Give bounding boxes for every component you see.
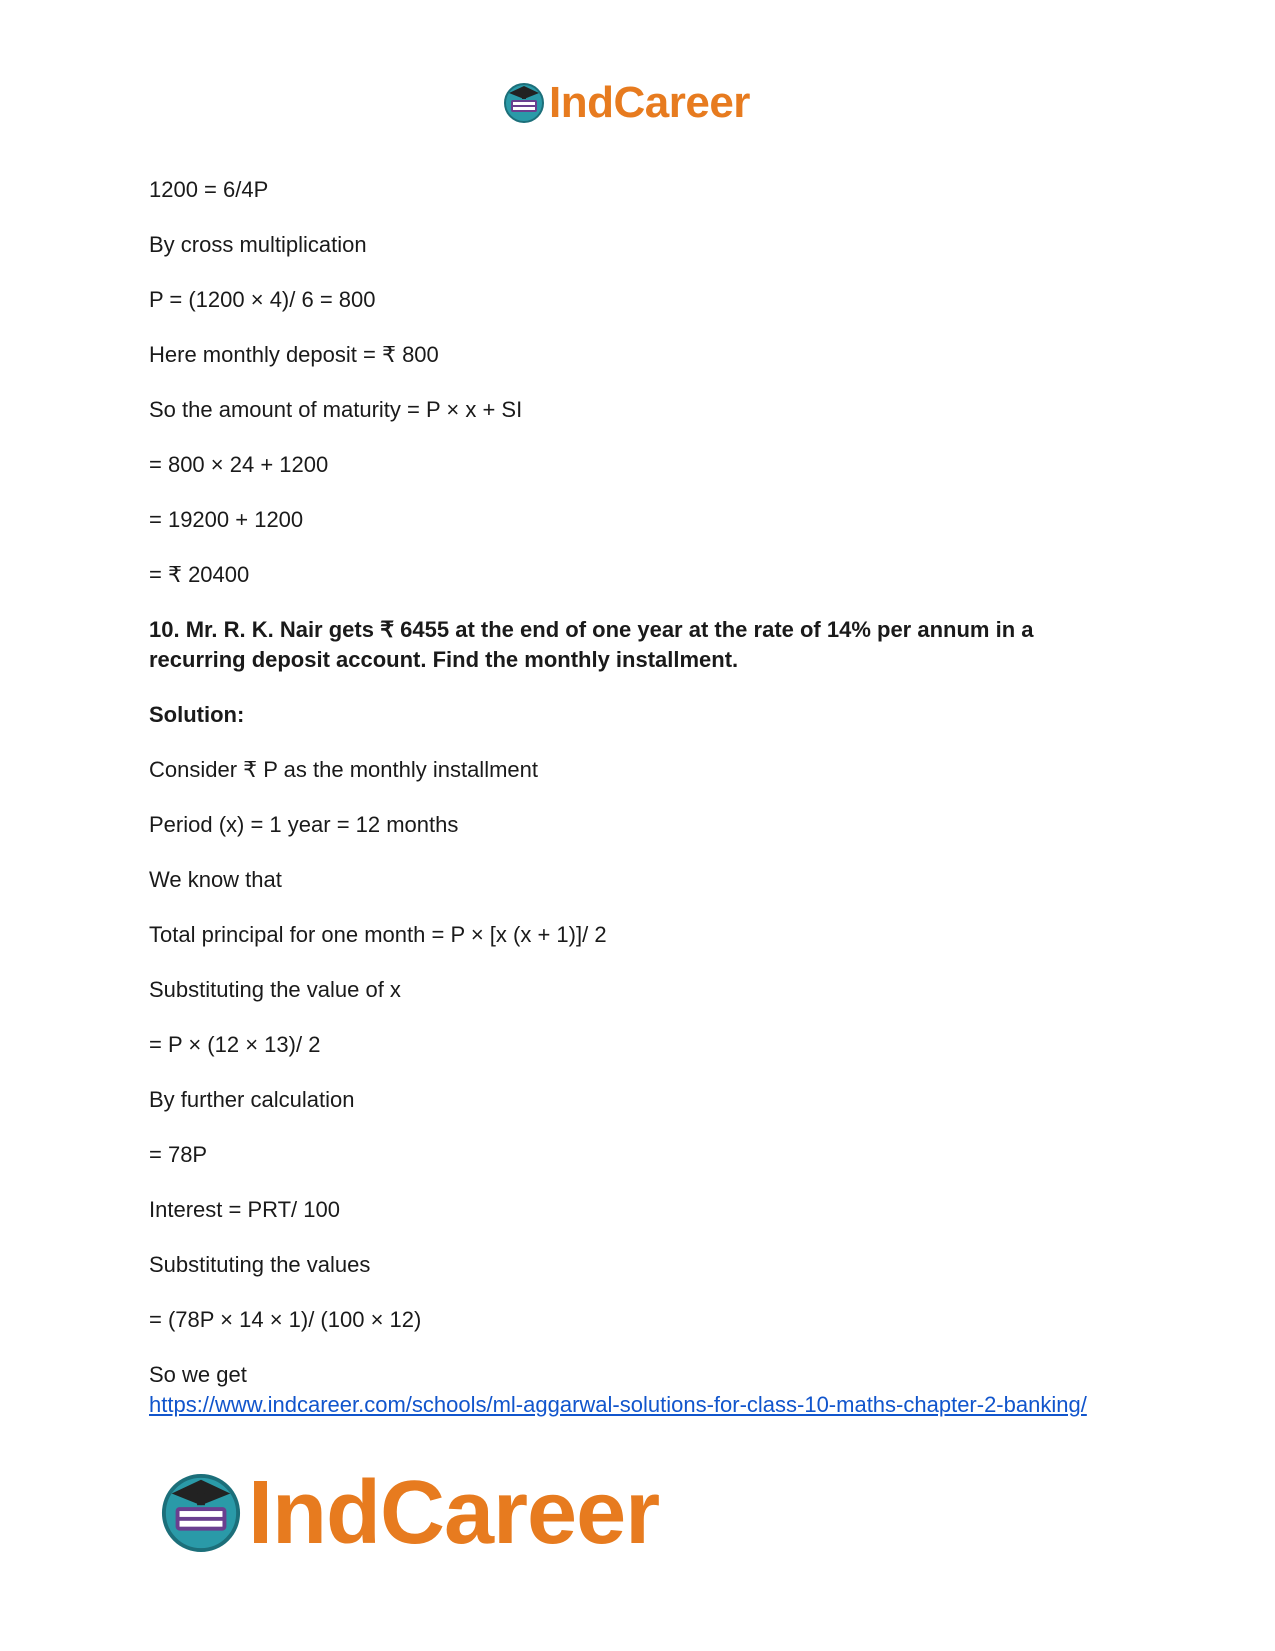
text-line: = ₹ 20400 xyxy=(149,562,250,587)
document-body xyxy=(149,175,1129,1420)
footer-logo xyxy=(160,1462,660,1563)
brand-name: IndCareer xyxy=(248,1462,660,1563)
footer-source-link[interactable]: https://www.indcareer.com/schools/ml-aggarwal-solutions-for-class-10-maths-chapter-2-banking/ xyxy=(149,1392,1087,1417)
brand-name: IndCareer xyxy=(549,78,750,127)
text-line: 1200 = 6/4P xyxy=(149,177,269,202)
text-line: We know that xyxy=(149,867,282,892)
question-text: 10. Mr. R. K. Nair gets ₹ 6455 at the end of one year at the rate of 14% per annum in a recurring deposit account. Find the monthly installment. xyxy=(149,617,1034,672)
text-line: = 19200 + 1200 xyxy=(149,507,304,532)
text-line: By cross multiplication xyxy=(149,232,367,257)
text-line: = (78P × 14 × 1)/ (100 × 12) xyxy=(149,1307,422,1332)
text-line: Period (x) = 1 year = 12 months xyxy=(149,812,459,837)
text-line: Total principal for one month = P × [x (x + 1)]/ 2 xyxy=(149,922,607,947)
solution-heading: Solution: xyxy=(149,702,245,727)
text-line: By further calculation xyxy=(149,1087,355,1112)
header-logo xyxy=(503,78,750,128)
book-globe-icon xyxy=(503,82,545,124)
text-line: = P × (12 × 13)/ 2 xyxy=(149,1032,321,1057)
text-line: = 78P xyxy=(149,1142,208,1167)
text-line: Consider ₹ P as the monthly installment xyxy=(149,757,538,782)
text-line: Here monthly deposit = ₹ 800 xyxy=(149,342,439,367)
text-line: = 800 × 24 + 1200 xyxy=(149,452,329,477)
text-line: So we get xyxy=(149,1362,247,1387)
book-globe-icon xyxy=(160,1472,242,1554)
text-line: Substituting the value of x xyxy=(149,977,401,1002)
text-line: So the amount of maturity = P × x + SI xyxy=(149,397,523,422)
text-line: P = (1200 × 4)/ 6 = 800 xyxy=(149,287,376,312)
text-line: Interest = PRT/ 100 xyxy=(149,1197,340,1222)
text-line: Substituting the values xyxy=(149,1252,371,1277)
